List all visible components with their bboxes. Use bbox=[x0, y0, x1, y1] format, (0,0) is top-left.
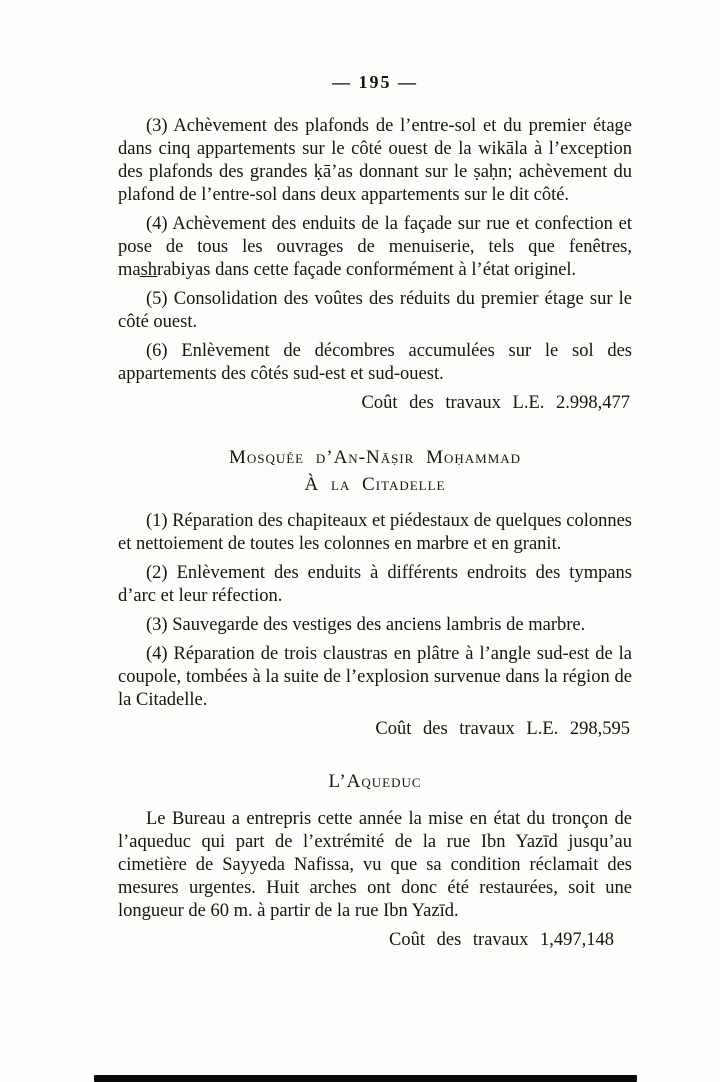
cost-line-wikala: Coût des travaux L.E. 2.998,477 bbox=[361, 393, 630, 413]
paragraph-wikala-item-6: (6) Enlèvement de décombres accumulées sur le sol des appartements des côtés sud-est et sud-ouest. bbox=[118, 341, 632, 384]
paragraph-wikala-item-5: (5) Consolidation des voûtes des réduits du premier étage sur le côté ouest. bbox=[118, 289, 632, 332]
page-content bbox=[118, 72, 632, 956]
cost-line-mosque: Coût des travaux L.E. 298,595 bbox=[375, 719, 630, 739]
heading-mosque: Mosquée d’An-Nāṣir Moḥammad bbox=[228, 447, 522, 468]
heading-citadelle: À la Citadelle bbox=[304, 474, 446, 495]
cost-line-aqueduc: Coût des travaux 1,497,148 bbox=[389, 930, 614, 950]
paragraph-mosque-item-4: (4) Réparation de trois claustras en plâtre à l’angle sud-est de la coupole, tombées à la suite de l’explosion survenue dans la région de la Citadelle. bbox=[118, 644, 632, 710]
paragraph-mosque-item-1: (1) Réparation des chapiteaux et piédestaux de quelques colonnes et nettoiement de toutes les colonnes en marbre et en granit. bbox=[118, 511, 632, 554]
page-number: — 195 — bbox=[332, 72, 418, 92]
paragraph-wikala-item-4: (4) Achèvement des enduits de la façade sur rue et confection et pose de tous les ouvrages de menuiserie, tels que fenêtres, mas̲h̲rabiyas dans cette façade conformément à l’état originel. bbox=[118, 214, 632, 280]
paragraph-aqueduc: Le Bureau a entrepris cette année la mise en état du tronçon de l’aqueduc qui part de l’extrémité de la rue Ibn Yazīd jusqu’au cimetière de Sayyeda Nafissa, vu que sa condition réclamait des mesures urgentes. Huit arches ont donc été restaurées, soit une longueur de 60 m. à partir de la rue Ibn Yazīd. bbox=[118, 809, 632, 921]
paragraph-wikala-item-3: (3) Achèvement des plafonds de l’entre-sol et du premier étage dans cinq appartements sur le côté ouest de la wikāla à l’exception des plafonds des grandes ḳā’as donnant sur le ṣaḥn; achèvement du plafond de l’entre-sol dans deux appartements sur le dit côté. bbox=[118, 116, 632, 205]
scan-edge-artifact bbox=[94, 1075, 637, 1082]
paragraph-mosque-item-3: (3) Sauvegarde des vestiges des anciens lambris de marbre. bbox=[146, 615, 586, 635]
paragraph-mosque-item-2: (2) Enlèvement des enduits à différents endroits des tympans d’arc et leur réfection. bbox=[118, 563, 632, 606]
heading-aqueduc: L’Aqueduc bbox=[328, 771, 422, 792]
